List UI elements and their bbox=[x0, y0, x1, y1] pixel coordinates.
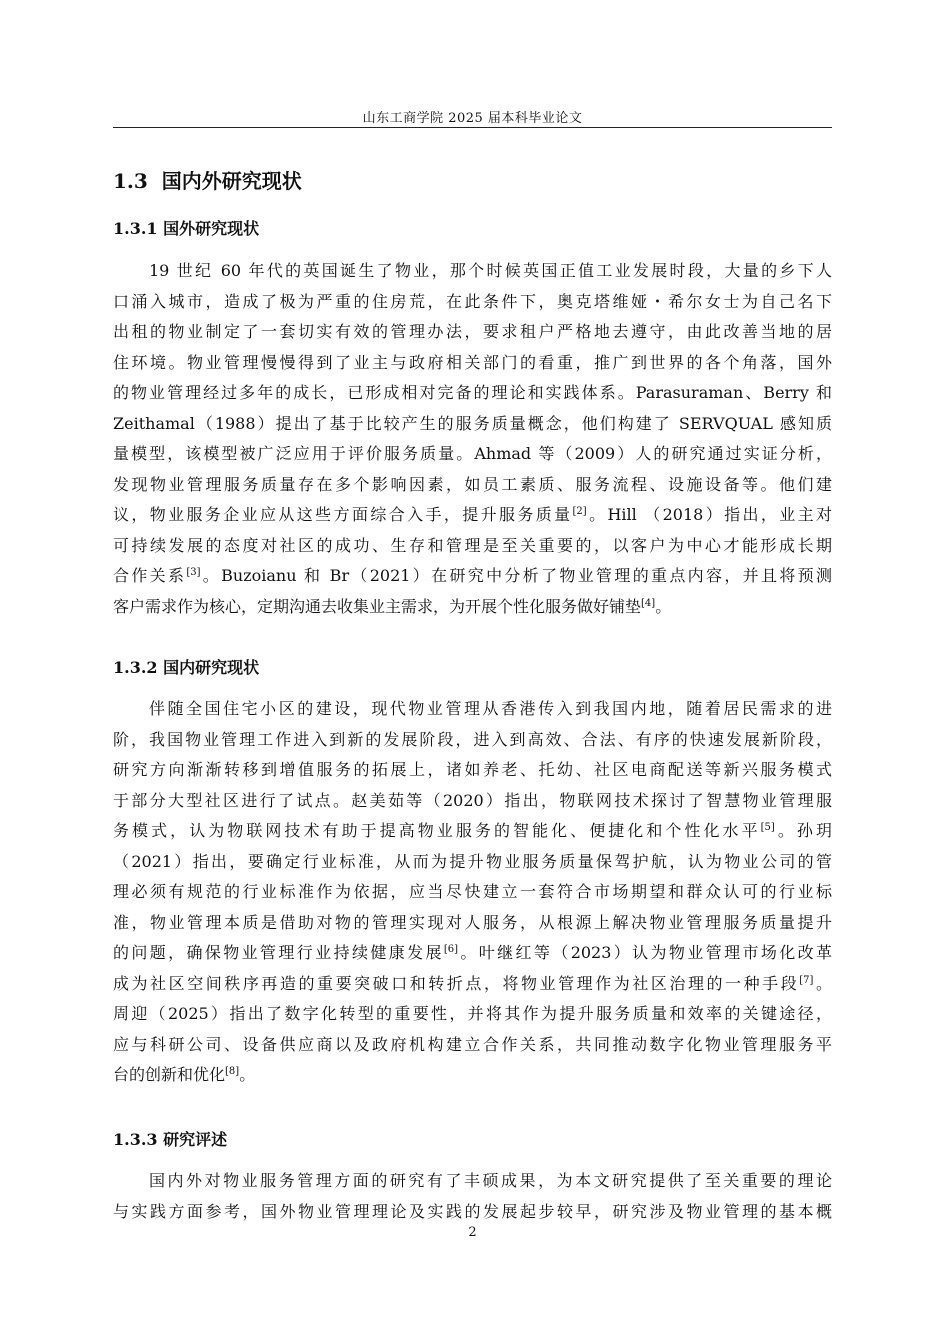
text-line: 理必须有规范的行业标准作为依据，应当尽快建立一套符合市场期望和群众认可的行业标 bbox=[113, 882, 832, 901]
text-line: 客户需求作为核心，定期沟通去收集业主需求，为开展个性化服务做好铺垫[4]。 bbox=[113, 596, 672, 616]
text-line: 的问题，确保物业管理行业持续健康发展[6]。叶继红等（2023）认为物业管理市场化改革 bbox=[113, 943, 832, 962]
text-line: 量模型，该模型被广泛应用于评价服务质量。Ahmad 等（2009）人的研究通过实证分析， bbox=[113, 444, 832, 463]
text-line: 于部分大型社区进行了试点。赵美茹等（2020）指出，物联网技术探讨了智慧物业管理服 bbox=[113, 790, 832, 810]
section-number: 1.3 bbox=[113, 169, 148, 193]
text-line: 合作关系[3]。Buzoianu 和 Br（2021）在研究中分析了物业管理的重点内容，并且将预测 bbox=[113, 566, 832, 585]
paragraph-domestic-research bbox=[113, 694, 832, 1091]
section-heading bbox=[113, 165, 302, 194]
text-line: 务模式，认为物联网技术有助于提高物业服务的智能化、便捷化和个性化水平[5]。孙玥 bbox=[113, 821, 832, 840]
citation-ref: [6] bbox=[443, 944, 459, 955]
citation-ref: [2] bbox=[572, 506, 587, 517]
citation-ref: [3] bbox=[186, 567, 201, 578]
text-line: Zeithamal（1988）提出了基于比较产生的服务质量概念，他们构建了 SERVQUAL 感知质 bbox=[113, 413, 832, 433]
text-line: 阶，我国物业管理工作进入到新的发展阶段，进入到高效、合法、有序的快速发展新阶段， bbox=[113, 729, 832, 749]
paragraph-foreign-research bbox=[113, 256, 832, 622]
text-line: 可持续发展的态度对社区的成功、生存和管理是至关重要的，以客户为中心才能形成长期 bbox=[113, 535, 832, 555]
text-line: 成为社区空间秩序再造的重要突破口和转折点，将物业管理作为社区治理的一种手段[7]。 bbox=[113, 973, 832, 993]
subsection-heading-domestic: 1.3.2 国内研究现状 bbox=[113, 658, 260, 677]
citation-ref: [4] bbox=[641, 597, 656, 609]
text-line: 准，物业管理本质是借助对物的管理实现对人服务，从根源上解决物业管理服务质量提升 bbox=[113, 912, 832, 932]
text-line: 国内外对物业服务管理方面的研究有了丰硕成果，为本文研究提供了至关重要的理论 bbox=[149, 1171, 832, 1190]
text-line: 研究方向渐渐转移到增值服务的拓展上，诸如养老、托幼、社区电商配送等新兴服务模式 bbox=[113, 760, 832, 779]
text-line: 应与科研公司、设备供应商以及政府机构建立合作关系，共同推动数字化物业管理服务平 bbox=[113, 1034, 832, 1054]
text-line: 口涌入城市，造成了极为严重的住房荒，在此条件下，奥克塔维娅・希尔女士为自己名下 bbox=[113, 291, 832, 311]
text-line: （2021）指出，要确定行业标准，从而为提升物业服务质量保驾护航，认为物业公司的管 bbox=[113, 851, 832, 871]
header-rule bbox=[113, 127, 832, 128]
citation-ref: [7] bbox=[799, 974, 814, 986]
running-header: 山东工商学院 2025 届本科毕业论文 bbox=[362, 111, 583, 126]
subsection-heading-foreign: 1.3.1 国外研究现状 bbox=[113, 219, 260, 238]
text-line: 台的创新和优化[8]。 bbox=[113, 1065, 256, 1084]
text-line: 与实践方面参考，国外物业管理理论及实践的发展起步较早，研究涉及物业管理的基本概 bbox=[113, 1201, 832, 1221]
page-number: 2 bbox=[468, 1225, 477, 1240]
subsection-heading-review: 1.3.3 研究评述 bbox=[113, 1130, 228, 1149]
text-line: 住环境。物业管理慢慢得到了业主与政府相关部门的看重，推广到世界的各个角落，国外 bbox=[113, 352, 832, 372]
text-line: 周迎（2025）指出了数字化转型的重要性，并将其作为提升服务质量和效率的关键途径， bbox=[113, 1004, 832, 1023]
section-title: 国内外研究现状 bbox=[161, 169, 302, 193]
text-line: 发现物业管理服务质量存在多个影响因素，如员工素质、服务流程、设施设备等。他们建 bbox=[113, 474, 832, 494]
citation-ref: [8] bbox=[225, 1066, 240, 1077]
text-line: 出租的物业制定了一套切实有效的管理办法，要求租户严格地去遵守，由此改善当地的居 bbox=[113, 322, 832, 341]
paragraph-research-review bbox=[113, 1166, 832, 1227]
text-line: 19 世纪 60 年代的英国诞生了物业，那个时候英国正值工业发展时段，大量的乡下人 bbox=[149, 261, 832, 280]
citation-ref: [5] bbox=[760, 822, 775, 833]
text-line: 的物业管理经过多年的成长，已形成相对完备的理论和实践体系。Parasuraman、Berry 和 bbox=[113, 383, 832, 402]
text-line: 伴随全国住宅小区的建设，现代物业管理从香港传入到我国内地，随着居民需求的进 bbox=[149, 699, 832, 718]
text-line: 议，物业服务企业应从这些方面综合入手，提升服务质量[2]。Hill （2018）指出，业主对 bbox=[113, 505, 832, 524]
